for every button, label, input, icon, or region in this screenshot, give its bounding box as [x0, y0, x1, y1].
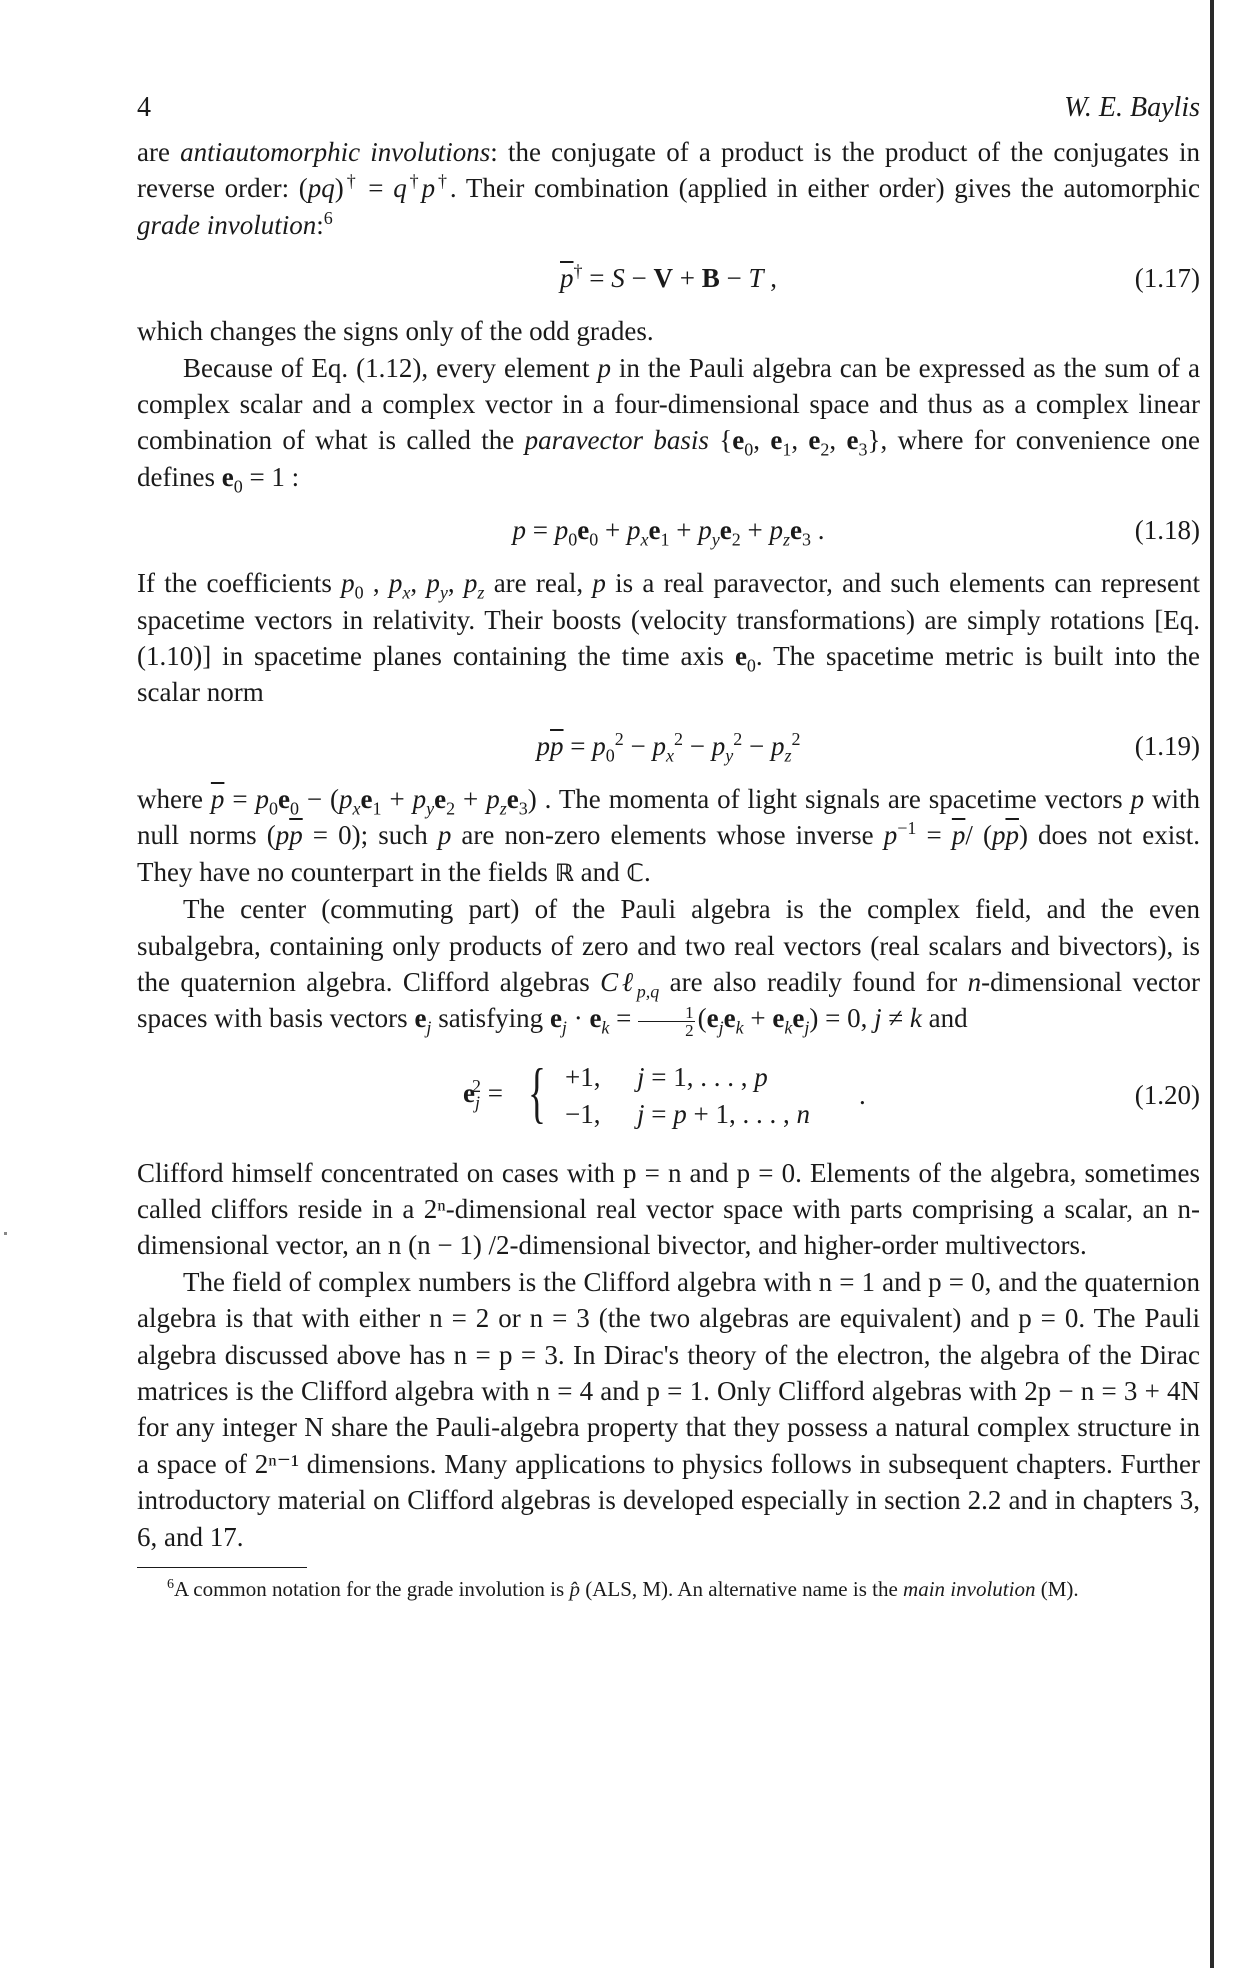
scan-artifact	[4, 1232, 7, 1235]
paragraph-cliffors: Clifford himself concentrated on cases with p = n and p = 0. Elements of the algebra, sometimes called cliffors reside in a 2ⁿ-dimensional real vector space with parts comprising a scalar, an n-dimensional vector, an n (n − 1) /2-dimensional bivector, and higher-order multivectors.	[137, 1157, 1200, 1261]
equation-number: (1.18)	[1134, 515, 1200, 546]
equation-number: (1.20)	[1134, 1079, 1200, 1110]
footnote-rule	[137, 1567, 307, 1568]
equation-1-17: $\overline{p}^\dagger = S - V + B - T$ , (1.17)	[137, 260, 1200, 296]
equation-1-20: $e_j^2$ = { +1, j = 1, . . . , p −1, j = p + 1, . . . , n . (1.20)	[463, 1053, 1200, 1130]
paragraph-null-norms: where $\overline{p} = p_0e_0 - (p_xe_1 + p_ye_2 + p_ze_3)$ . The momenta of light signals are spacetime vectors p with null norms $(p\overline{p} = 0)$; such p are non-zero elements whose inverse $p^{-1} = \overline{p}/$ $(p\overline{p})$ does not exist. They have no counterpart in the fields ℝ and ℂ.	[137, 783, 1200, 887]
paragraph-involutions: are antiautomorphic involutions: the conjugate of a product is the product of the conjugates in reverse order: (pq)† = q†p†. Their combination (applied in either order) gives the automorphic grade involution:$^6$	[137, 137, 1201, 240]
equation-1-18: $p = p_0e_0 + p_xe_1 + p_ye_2 + p_ze_3$ . (1.18)	[137, 512, 1200, 548]
footnote-ref: 6	[323, 207, 333, 228]
equation-number: (1.19)	[1134, 730, 1200, 761]
page	[137, 90, 1200, 1604]
paragraph-real-paravector: If the coefficients $p_0$ , $p_x$, $p_y$, $p_z$ are real, p is a real paravector, and such elements can represent spacetime vectors in relativity. Their boosts (velocity transformations) are simply rotations [Eq. (1.10)] in spacetime planes containing the time axis $e_0$. The spacetime metric is built into the scalar norm	[137, 568, 1200, 708]
paragraph-complex-numbers: The field of complex numbers is the Clifford algebra with n = 1 and p = 0, and the quaternion algebra is that with either n = 2 or n = 3 (the two algebras are equivalent) and p = 0. The Pauli algebra discussed above has n = p = 3. In Dirac's theory of the electron, the algebra of the Dirac matrices is the Clifford algebra with n = 4 and p = 1. Only Clifford algebras with 2p − n = 3 + 4N for any integer N share the Pauli-algebra property that they possess a natural complex structure in a space of 2ⁿ⁻¹ dimensions. Many applications to physics follows in subsequent chapters. Further introductory material on Clifford algebras is developed especially in section 2.2 and in chapters 3, 6, and 17.	[137, 1266, 1200, 1552]
running-author: W. E. Baylis	[1064, 92, 1200, 123]
equation-1-19: $p\overline{p} = p_0^2 - p_x^2 - p_y^2 - p_z^2$ (1.19)	[536, 728, 1200, 766]
running-header	[137, 90, 1200, 132]
page-number: 4	[137, 92, 151, 123]
equation-number: (1.17)	[1134, 263, 1200, 294]
paragraph-clifford-algebras: The center (commuting part) of the Pauli algebra is the complex field, and the even subalgebra, containing only products of zero and two real vectors (real scalars and bivectors), is the quaternion algebra. Clifford algebras Cℓ$_{p,q}$ are also readily found for n-dimensional vector spaces with basis vectors $e_j$ satisfying $e_j \cdot e_k$ = $\frac{1}{2}$ $(e_je_k + e_ke_j) = 0$, j ≠ k and	[137, 894, 1201, 1040]
paragraph-paravector-basis: Because of Eq. (1.12), every element p in the Pauli algebra can be expressed as the sum of a complex scalar and a complex vector in a four-dimensional space and thus as a complex linear combination of what is called the paravector basis {$e_0$, $e_1$, $e_2$, $e_3$}, where for convenience one defines $e_0 = 1$ :	[137, 352, 1200, 497]
footnote: $^6$A common notation for the grade involution is p̂ (ALS, M). An alternative name is the main involution (M).	[167, 1577, 1079, 1602]
scan-edge	[1210, 0, 1214, 1968]
paragraph-odd-grades: which changes the signs only of the odd grades.	[137, 316, 654, 347]
